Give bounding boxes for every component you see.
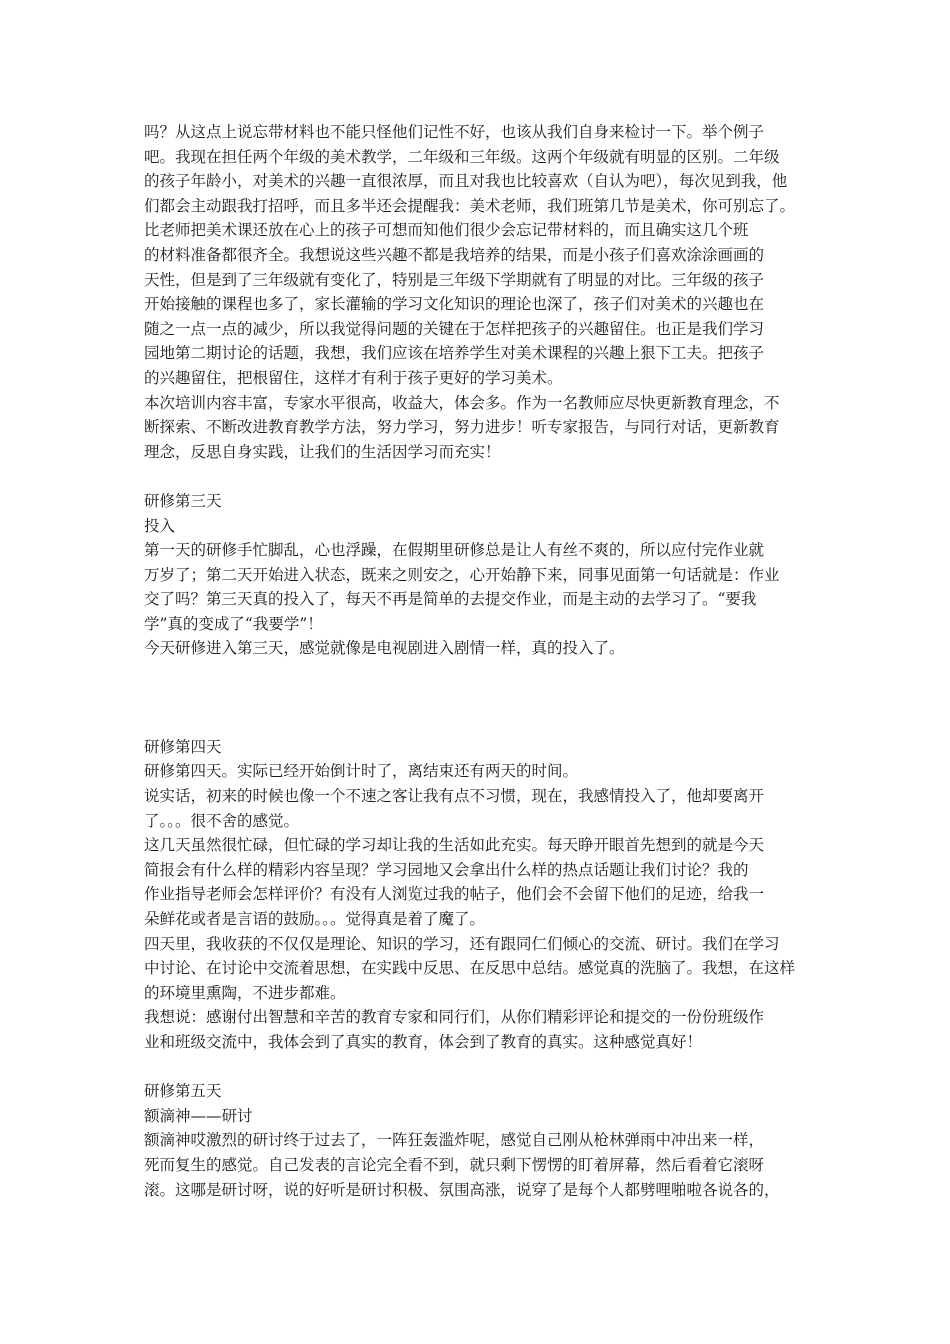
text-line: 额滴神——研讨 (144, 1106, 253, 1125)
text-line: 说实话，初来的时候也像一个不速之客让我有点不习惯，现在，我感情投入了，他却要离开 (144, 787, 765, 806)
text-line: 园地第二期讨论的话题，我想，我们应该在培养学生对美术课程的兴趣上狠下工夫。把孩子 (144, 344, 765, 363)
text-line: 今天研修进入第三天，感觉就像是电视剧进入剧情一样，真的投入了。 (144, 639, 625, 658)
text-line: 业和班级交流中，我体会到了真实的教育，体会到了教育的真实。这种感觉真好！ (144, 1032, 703, 1051)
document-page (144, 120, 824, 1202)
text-line: 交了吗？第三天真的投入了，每天不再是简单的去提交作业，而是主动的去学习了。“要我 (144, 590, 757, 609)
text-line: 滚。这哪是研讨呀，说的好听是研讨积极、氛围高涨，说穿了是每个人都劈哩啪啦各说各的， (144, 1180, 780, 1199)
text-line: 们都会主动跟我打招呼，而且多半还会提醒我：美术老师，我们班第几节是美术，你可别忘了。 (144, 196, 796, 215)
text-line: 额滴神哎激烈的研讨终于过去了，一阵狂轰滥炸呢，感觉自己刚从枪林弹雨中冲出来一样， (144, 1131, 765, 1150)
text-line: 了。。。很不舍的感觉。 (144, 811, 300, 830)
blank-line (144, 661, 824, 686)
text-line: 的孩子年龄小，对美术的兴趣一直很浓厚，而且对我也比较喜欢（自认为吧），每次见到我，他 (144, 172, 788, 191)
text-line: 研修第五天 (144, 1082, 222, 1101)
text-line: 本次培训内容丰富，专家水平很高，收益大，体会多。作为一名教师应尽快更新教育理念，不 (144, 393, 780, 412)
text-line: 朵鲜花或者是言语的鼓励。。。觉得真是着了魔了。 (144, 910, 486, 928)
text-line: 比老师把美术课还放在心上的孩子可想而知他们很少会忘记带材料的，而且确实这几个班 (144, 221, 749, 240)
text-line: 天性，但是到了三年级就有变化了，特别是三年级下学期就有了明显的对比。三年级的孩子 (144, 270, 765, 289)
text-line: 简报会有什么样的精彩内容呈现？学习园地又会拿出什么样的热点话题让我们讨论？我的 (144, 860, 749, 879)
text-line: 学”真的变成了“我要学”！ (144, 614, 323, 633)
text-line: 开始接触的课程也多了，家长灌输的学习文化知识的理论也深了，孩子们对美术的兴趣也在 (144, 295, 765, 314)
text-line: 的材料准备都很齐全。我想说这些兴趣不都是我培养的结果，而是小孩子们喜欢涂涂画画的 (144, 245, 765, 264)
text-line: 断探索、不断改进教育教学方法，努力学习，努力进步！听专家报告，与同行对话，更新教育 (144, 418, 780, 437)
text-line: 研修第三天 (144, 491, 222, 510)
text-line: 万岁了；第二天开始进入状态，既来之则安之，心开始静下来，同事见面第一句话就是：作业 (144, 565, 780, 584)
text-line: 的兴趣留住，把根留住，这样才有利于孩子更好的学习美术。 (144, 368, 563, 387)
blank-line (144, 686, 824, 711)
text-line: 第一天的研修手忙脚乱，心也浮躁，在假期里研修总是让人有丝不爽的，所以应付完作业就 (144, 541, 765, 560)
text-line: 中讨论、在讨论中交流着思想，在实践中反思、在反思中总结。感觉真的洗脑了。我想，在这样 (144, 959, 796, 978)
text-line: 投入 (144, 516, 176, 535)
blank-line (144, 710, 824, 735)
text-line: 这几天虽然很忙碌，但忙碌的学习却让我的生活如此充实。每天睁开眼首先想到的就是今天 (144, 836, 765, 855)
text-line: 四天里，我收获的不仅仅是理论、知识的学习，还有跟同仁们倾心的交流、研讨。我们在学习 (144, 934, 780, 953)
text-line: 随之一点一点的减少，所以我觉得问题的关键在于怎样把孩子的兴趣留住。也正是我们学习 (144, 319, 765, 338)
text-line: 死而复生的感觉。自己发表的言论完全看不到，就只剩下愣愣的盯着屏幕，然后看着它滚呀 (144, 1155, 765, 1174)
text-line: 研修第四天 (144, 737, 222, 756)
text-line: 的环境里熏陶，不进步都难。 (144, 983, 346, 1002)
text-line: 作业指导老师会怎样评价？有没有人浏览过我的帖子，他们会不会留下他们的足迹，给我一 (144, 885, 765, 904)
text-line: 研修第四天。实际已经开始倒计时了，离结束还有两天的时间。 (144, 762, 579, 781)
text-line: 我想说：感谢付出智慧和辛苦的教育专家和同行们，从你们精彩评论和提交的一份份班级作 (144, 1008, 765, 1027)
text-line: 吗？从这点上说忘带材料也不能只怪他们记性不好，也该从我们自身来检讨一下。举个例子 (144, 123, 765, 141)
text-line: 吧。我现在担任两个年级的美术教学，二年级和三年级。这两个年级就有明显的区别。二年级 (144, 147, 780, 166)
text-line: 理念，反思自身实践，让我们的生活因学习而充实！ (144, 442, 501, 461)
blank-line (144, 1055, 824, 1080)
blank-line (144, 464, 824, 489)
